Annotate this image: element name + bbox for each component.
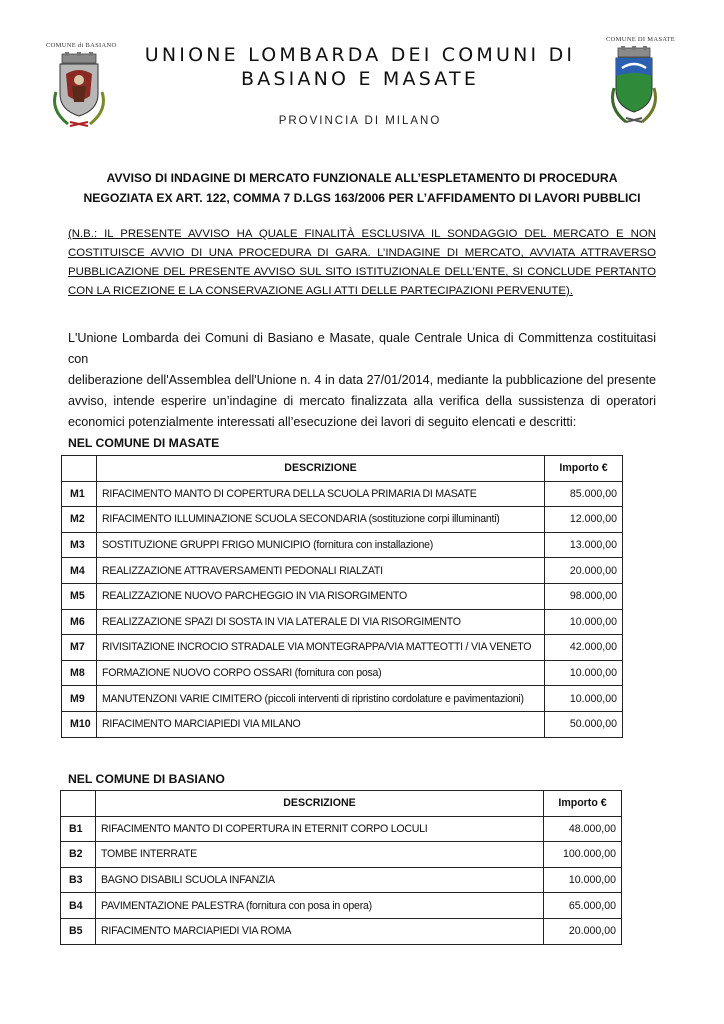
row-code: M7: [62, 635, 97, 661]
row-code: M3: [62, 532, 97, 558]
row-amount: 12.000,00: [545, 507, 623, 533]
description-header: DESCRIZIONE: [95, 791, 543, 817]
row-code: M4: [62, 558, 97, 584]
row-description: FORMAZIONE NUOVO CORPO OSSARI (fornitura con posa): [96, 660, 544, 686]
row-code: B3: [61, 867, 96, 893]
row-code: B5: [61, 918, 96, 944]
row-description: REALIZZAZIONE NUOVO PARCHEGGIO IN VIA RISORGIMENTO: [96, 583, 544, 609]
row-amount: 13.000,00: [545, 532, 623, 558]
code-header-cell: [61, 791, 96, 817]
row-amount: 10.000,00: [545, 686, 623, 712]
table-row: [61, 918, 622, 944]
table-row: [61, 816, 622, 842]
basiano-crest-logo: [44, 52, 114, 132]
row-amount: 65.000,00: [544, 893, 622, 919]
intro-paragraph: [68, 328, 656, 433]
row-description: RIFACIMENTO MANTO DI COPERTURA DELLA SCUOLA PRIMARIA DI MASATE: [96, 481, 544, 507]
masate-section-title: NEL COMUNE DI MASATE: [68, 436, 220, 450]
table-row: [62, 660, 623, 686]
table-row: [62, 532, 623, 558]
table-row: [62, 558, 623, 584]
masate-works-table: [61, 455, 623, 738]
union-title-line1: UNIONE LOMBARDA DEI COMUNI DI: [144, 44, 576, 66]
row-code: M8: [62, 660, 97, 686]
row-code: M5: [62, 583, 97, 609]
row-description: TOMBE INTERRATE: [95, 842, 543, 868]
row-description: PAVIMENTAZIONE PALESTRA (fornitura con posa in opera): [95, 893, 543, 919]
table-row: [61, 867, 622, 893]
masate-crest-logo: [604, 46, 664, 128]
row-amount: 20.000,00: [544, 918, 622, 944]
right-crest-label: COMUNE DI MASATE: [606, 36, 676, 43]
row-description: MANUTENZONI VARIE CIMITERO (piccoli interventi di ripristino cordolature e pavimentazioni): [96, 686, 544, 712]
row-amount: 10.000,00: [545, 660, 623, 686]
basiano-works-table: [60, 790, 622, 945]
row-code: B2: [61, 842, 96, 868]
intro-line1: L'Unione Lombarda dei Comuni di Basiano e Masate, quale Centrale Unica di Committenza costituitasi con: [68, 331, 656, 366]
table-row: [62, 686, 623, 712]
row-description: RIFACIMENTO MARCIAPIEDI VIA ROMA: [95, 918, 543, 944]
table-row: [61, 842, 622, 868]
code-header-cell: [62, 456, 97, 482]
row-amount: 10.000,00: [544, 867, 622, 893]
row-code: B4: [61, 893, 96, 919]
row-code: B1: [61, 816, 96, 842]
row-amount: 10.000,00: [545, 609, 623, 635]
nb-note-line4: CON LA RICEZIONE E LA CONSERVAZIONE AGLI ATTI DELLE PARTECIPAZIONI PERVENUTE).: [68, 285, 573, 297]
province-subtitle: PROVINCIA DI MILANO: [278, 115, 442, 127]
row-description: REALIZZAZIONE SPAZI DI SOSTA IN VIA LATERALE DI VIA RISORGIMENTO: [96, 609, 544, 635]
nb-note: [68, 225, 656, 301]
nb-note-line2: COSTITUISCE AVVIO DI UNA PROCEDURA DI GARA. L’INDAGINE DI MERCATO, AVVIATA ATTRAVERSO: [68, 247, 656, 259]
notice-heading: [68, 168, 656, 208]
amount-header: Importo €: [545, 456, 623, 482]
table-row: [62, 507, 623, 533]
row-description: RIFACIMENTO MARCIAPIEDI VIA MILANO: [96, 711, 544, 737]
row-amount: 100.000,00: [544, 842, 622, 868]
row-code: M6: [62, 609, 97, 635]
row-code: M2: [62, 507, 97, 533]
row-amount: 50.000,00: [545, 711, 623, 737]
union-title-line2: BASIANO E MASATE: [240, 68, 480, 90]
row-description: RIFACIMENTO ILLUMINAZIONE SCUOLA SECONDARIA (sostituzione corpi illuminanti): [96, 507, 544, 533]
row-amount: 20.000,00: [545, 558, 623, 584]
intro-line3: avviso, intende esperire un’indagine di mercato finalizzata alla verifica della sussistenza di operatori: [68, 394, 656, 408]
table-row: [62, 583, 623, 609]
row-description: BAGNO DISABILI SCUOLA INFANZIA: [95, 867, 543, 893]
notice-heading-line1: AVVISO DI INDAGINE DI MERCATO FUNZIONALE ALL’ESPLETAMENTO DI PROCEDURA: [106, 171, 618, 185]
table-row: [62, 609, 623, 635]
left-crest-label: COMUNE di BASIANO: [46, 42, 117, 49]
row-description: REALIZZAZIONE ATTRAVERSAMENTI PEDONALI RIALZATI: [96, 558, 544, 584]
row-amount: 98.000,00: [545, 583, 623, 609]
table-header-row: [61, 791, 622, 817]
table-row: [62, 481, 623, 507]
row-description: RIVISITAZIONE INCROCIO STRADALE VIA MONTEGRAPPA/VIA MATTEOTTI / VIA VENETO: [96, 635, 544, 661]
amount-header: Importo €: [544, 791, 622, 817]
table-row: [61, 893, 622, 919]
row-code: M9: [62, 686, 97, 712]
row-amount: 48.000,00: [544, 816, 622, 842]
nb-note-line1: (N.B.: IL PRESENTE AVVISO HA QUALE FINALITÀ ESCLUSIVA IL SONDAGGIO DEL MERCATO E NON: [68, 228, 656, 240]
row-code: M1: [62, 481, 97, 507]
table-row: [62, 711, 623, 737]
table-row: [62, 635, 623, 661]
basiano-section-title: NEL COMUNE DI BASIANO: [68, 772, 225, 786]
row-code: M10: [62, 711, 97, 737]
notice-heading-line2: NEGOZIATA EX ART. 122, COMMA 7 D.LGS 163/2006 PER L’AFFIDAMENTO DI LAVORI PUBBLICI: [83, 191, 641, 205]
description-header: DESCRIZIONE: [96, 456, 544, 482]
row-amount: 85.000,00: [545, 481, 623, 507]
row-amount: 42.000,00: [545, 635, 623, 661]
row-description: SOSTITUZIONE GRUPPI FRIGO MUNICIPIO (fornitura con installazione): [96, 532, 544, 558]
table-header-row: [62, 456, 623, 482]
nb-note-line3: PUBBLICAZIONE DEL PRESENTE AVVISO SUL SITO ISTITUZIONALE DELL’ENTE, SI CONCLUDE PERTANTO: [68, 266, 656, 278]
intro-line2: deliberazione dell'Assemblea dell'Unione n. 4 in data 27/01/2014, mediante la pubblicazione del presente: [68, 373, 656, 387]
row-description: RIFACIMENTO MANTO DI COPERTURA IN ETERNIT CORPO LOCULI: [95, 816, 543, 842]
intro-line4: economici potenzialmente interessati all’esecuzione dei lavori di seguito elencati e descritti:: [68, 415, 577, 429]
